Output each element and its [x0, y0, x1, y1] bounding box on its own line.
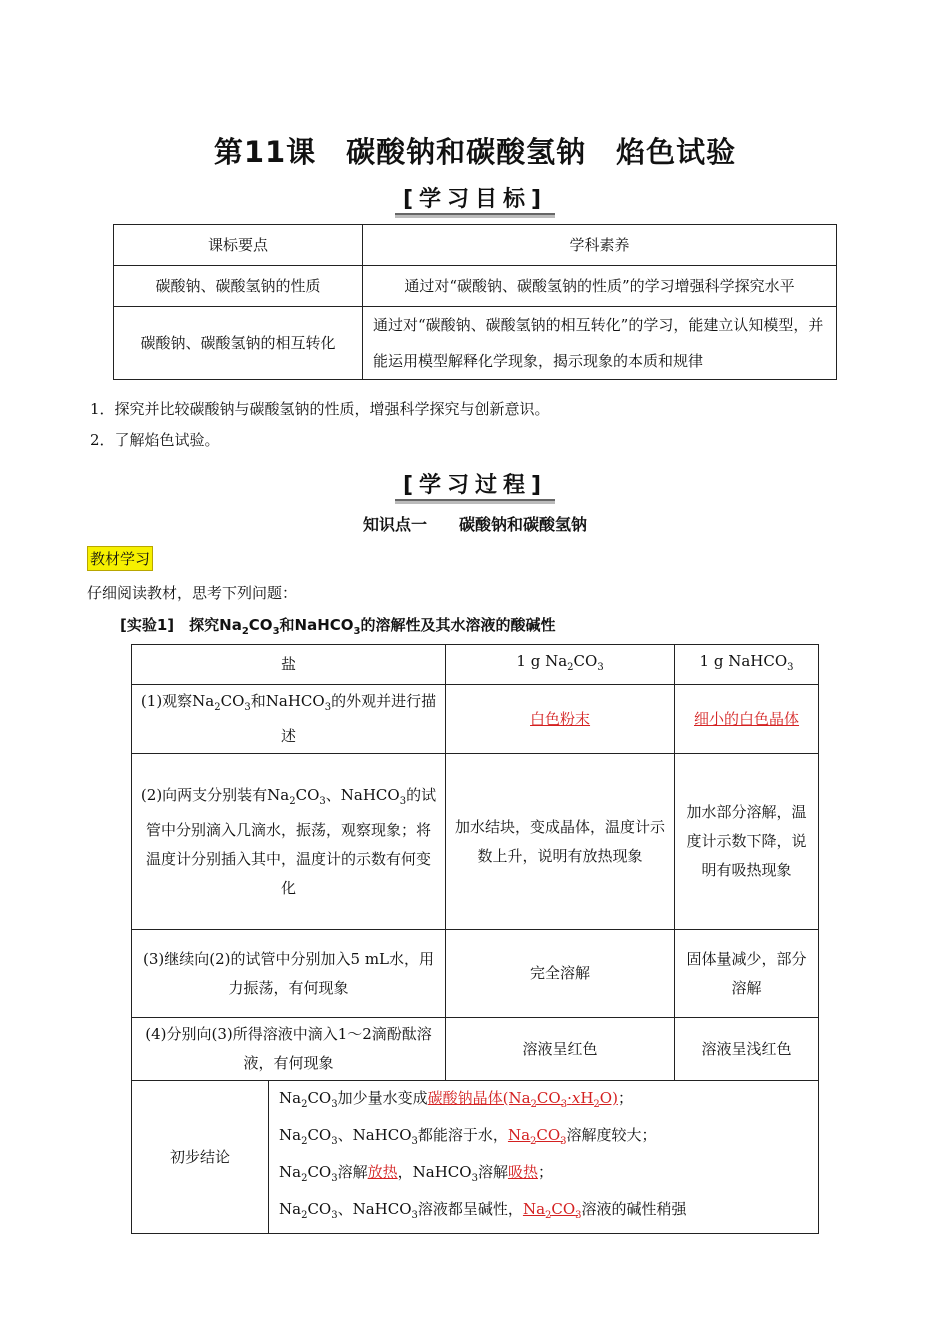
- goals-table: [113, 224, 837, 380]
- learning-goals-banner: [0, 182, 950, 215]
- row2-question: (2)向两支分别装有$Na_2CO_3$、NaHCO$_3$的试管中分别滴入几滴水，振荡，观察现象；将温度计分别插入其中，温度计的示数有何变化: [132, 754, 446, 930]
- row1-nahco3-answer: 细小的白色晶体: [675, 685, 819, 754]
- conclusion-line-1: $Na_2CO_3$加少量水变成碳酸钠晶体$(Na_2CO_3\cdot xH_2O)$；: [279, 1089, 633, 1110]
- goals-header-literacy: 学科素养: [363, 225, 837, 266]
- learning-process-banner: [0, 468, 950, 501]
- goals-row1-literacy: 通过对“碳酸钠、碳酸氢钠的性质”的学习增强科学探究水平: [363, 266, 837, 307]
- row4-question: (4)分别向(3)所得溶液中滴入1～2滴酚酞溶液，有何现象: [132, 1018, 446, 1081]
- goals-row1-key: 碳酸钠、碳酸氢钠的性质: [114, 266, 363, 307]
- header-salt: 盐: [132, 645, 446, 685]
- section-title: 知识点一 碳酸钠和碳酸氢钠: [362, 515, 587, 534]
- row1-question: (1)观察$Na_2CO_3$和NaHCO$_3$的外观并进行描述: [132, 685, 446, 754]
- row2-nahco3-answer: 加水部分溶解，温度计示数下降，说明有吸热现象: [675, 754, 819, 930]
- conclusion-content: [269, 1081, 819, 1234]
- header-nahco3: 1 g NaHCO$_3$: [675, 645, 819, 685]
- learning-process-banner-text: [学习过程]: [395, 468, 555, 501]
- textbook-study-label: 教材学习: [87, 546, 153, 571]
- row1-na2co3-answer: 白色粉末: [446, 685, 675, 754]
- learning-goals-banner-text: [学习目标]: [395, 182, 555, 215]
- row3-nahco3-answer: 固体量减少，部分溶解: [675, 930, 819, 1018]
- goals-row2-literacy: 通过对“碳酸钠、碳酸氢钠的相互转化”的学习，能建立认知模型，并能运用模型解释化学现象，揭示现象的本质和规律: [363, 307, 837, 380]
- objective-1: 1．探究并比较碳酸钠与碳酸氢钠的性质，增强科学探究与创新意识。: [90, 400, 550, 418]
- goals-row2-key: 碳酸钠、碳酸氢钠的相互转化: [114, 307, 363, 380]
- row3-na2co3-answer: 完全溶解: [446, 930, 675, 1018]
- goals-header-key-points: 课标要点: [114, 225, 363, 266]
- conclusion-line-2: $Na_2CO_3$、NaHCO$_3$都能溶于水，$Na_2CO_3$溶解度较大；: [279, 1126, 657, 1147]
- experiment-table: [131, 644, 819, 1234]
- row4-na2co3-answer: 溶液呈红色: [446, 1018, 675, 1081]
- conclusion-line-3: $Na_2CO_3$溶解放热，NaHCO$_3$溶解吸热；: [279, 1163, 553, 1184]
- row4-nahco3-answer: 溶液呈浅红色: [675, 1018, 819, 1081]
- row2-na2co3-answer: 加水结块，变成晶体，温度计示数上升，说明有放热现象: [446, 754, 675, 930]
- objective-2: 2．了解焰色试验。: [90, 431, 220, 449]
- conclusion-line-4: $Na_2CO_3$、NaHCO$_3$溶液都呈碱性，$Na_2CO_3$溶液的碱性稍强: [279, 1200, 687, 1221]
- conclusion-label: 初步结论: [132, 1081, 269, 1234]
- header-na2co3: 1 g $Na_2CO_3$: [446, 645, 675, 685]
- row3-question: (3)继续向(2)的试管中分别加入5 mL水，用力振荡，有何现象: [132, 930, 446, 1018]
- experiment-title: [实验1] 探究$Na_2CO_3$和NaHCO$_3$的溶解性及其水溶液的酸碱性: [120, 616, 556, 637]
- intro-text: 仔细阅读教材，思考下列问题：: [87, 584, 298, 602]
- page-title: 第11课 碳酸钠和碳酸氢钠 焰色试验: [213, 135, 737, 169]
